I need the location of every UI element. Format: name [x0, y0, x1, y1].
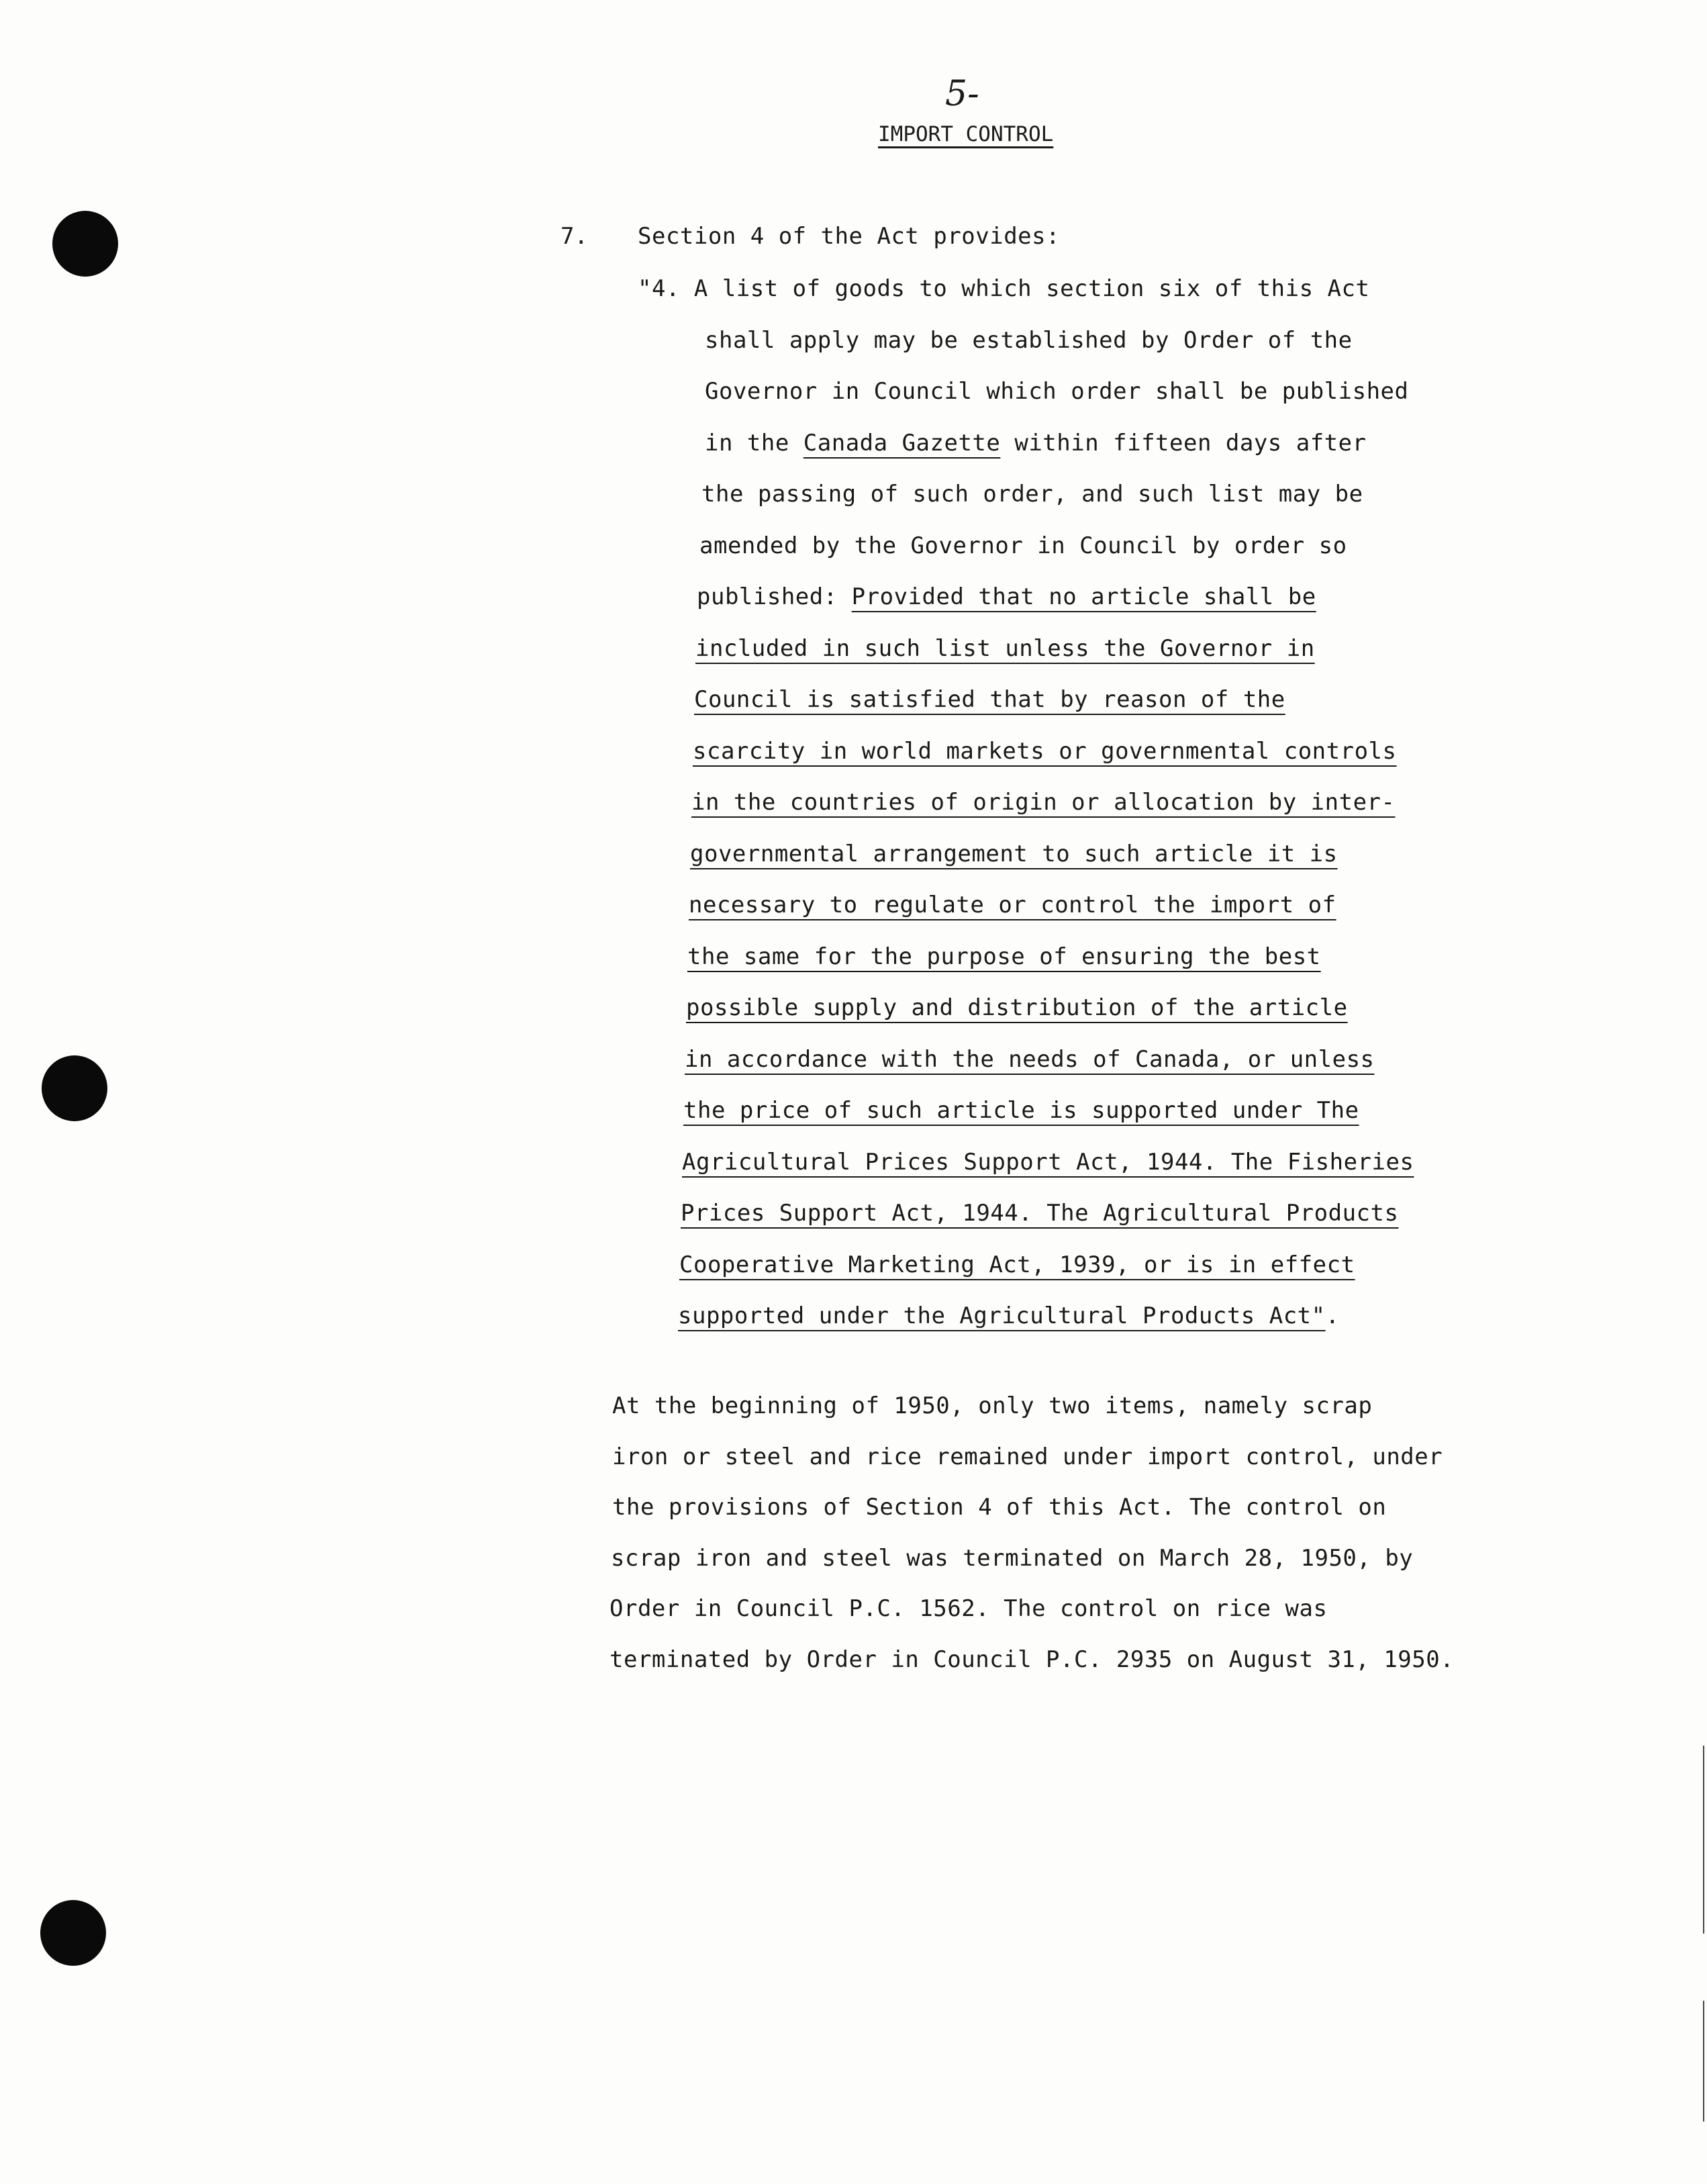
quote-line: [683, 1096, 1359, 1125]
quote-text: "4. A list of goods to which section six of this Act: [638, 275, 1370, 302]
scan-edge-mark: [1703, 2001, 1704, 2122]
underlined-text: Canada Gazette: [803, 430, 1001, 457]
quote-line: [693, 737, 1397, 766]
closing-line: At the beginning of 1950, only two items, namely scrap: [612, 1392, 1373, 1419]
quote-line: [699, 531, 1347, 561]
quote-line: [638, 274, 1369, 303]
quote-line: [695, 634, 1315, 663]
quote-line: [694, 685, 1285, 714]
closing-line: terminated by Order in Council P.C. 2935 on August 31, 1950.: [609, 1646, 1455, 1673]
underlined-text: governmental arrangement to such article it is: [690, 841, 1338, 867]
underlined-text: included in such list unless the Governor in: [695, 635, 1315, 662]
quote-line: [679, 1250, 1355, 1280]
closing-line: Order in Council P.C. 1562. The control on rice was: [609, 1595, 1328, 1622]
quote-text: Governor in Council which order shall be published: [705, 378, 1409, 405]
quote-line: [685, 1045, 1375, 1074]
quote-line: [701, 479, 1363, 509]
underlined-text: Cooperative Marketing Act, 1939, or is in effect: [679, 1251, 1355, 1278]
quote-line: [682, 1147, 1414, 1177]
punch-hole-bottom: [40, 1900, 106, 1966]
underlined-text: the same for the purpose of ensuring the best: [687, 943, 1321, 970]
closing-line: iron or steel and rice remained under import control, under: [612, 1443, 1443, 1470]
quote-text: .: [1325, 1302, 1340, 1329]
punch-hole-top: [52, 211, 118, 277]
quote-text: published:: [697, 583, 852, 610]
scan-edge-mark: [1703, 1746, 1704, 1934]
underlined-text: Prices Support Act, 1944. The Agricultural Products: [681, 1200, 1399, 1227]
quote-line: [689, 890, 1336, 920]
quote-line: [686, 993, 1348, 1023]
quote-text: amended by the Governor in Council by order so: [699, 532, 1347, 559]
quote-line: [705, 377, 1409, 406]
quote-text: shall apply may be established by Order of the: [705, 327, 1353, 354]
closing-line: the provisions of Section 4 of this Act. The control on: [612, 1494, 1387, 1521]
punch-hole-middle: [42, 1055, 107, 1121]
quote-line: [705, 326, 1353, 355]
underlined-text: the price of such article is supported under The: [683, 1097, 1359, 1124]
quote-line: [705, 428, 1367, 458]
paragraph-number: 7.: [560, 223, 588, 250]
section-heading: IMPORT CONTROL: [878, 122, 1054, 146]
page-number: 5-: [945, 74, 979, 114]
underlined-text: Council is satisfied that by reason of the: [694, 686, 1285, 713]
underlined-text: Provided that no article shall be: [851, 583, 1316, 610]
underlined-text: supported under the Agricultural Products Act": [678, 1302, 1326, 1329]
quote-text: in the: [705, 430, 803, 457]
underlined-text: Agricultural Prices Support Act, 1944. The Fisheries: [682, 1149, 1414, 1176]
quote-text: the passing of such order, and such list may be: [701, 481, 1363, 508]
quote-line: [681, 1198, 1398, 1228]
underlined-text: possible supply and distribution of the article: [686, 994, 1348, 1021]
intro-line: Section 4 of the Act provides:: [638, 223, 1061, 250]
underlined-text: necessary to regulate or control the import of: [689, 892, 1336, 918]
underlined-text: in the countries of origin or allocation by inter-: [691, 789, 1396, 816]
quote-line: [678, 1301, 1340, 1331]
quote-line: [691, 788, 1396, 817]
underlined-text: in accordance with the needs of Canada, or unless: [685, 1046, 1375, 1073]
quote-line: [687, 942, 1321, 971]
quote-line: [690, 839, 1338, 869]
underlined-text: scarcity in world markets or governmental controls: [693, 738, 1397, 765]
quote-line: [697, 582, 1316, 612]
quote-text: within fifteen days after: [1000, 430, 1367, 457]
closing-line: scrap iron and steel was terminated on March 28, 1950, by: [611, 1545, 1414, 1572]
